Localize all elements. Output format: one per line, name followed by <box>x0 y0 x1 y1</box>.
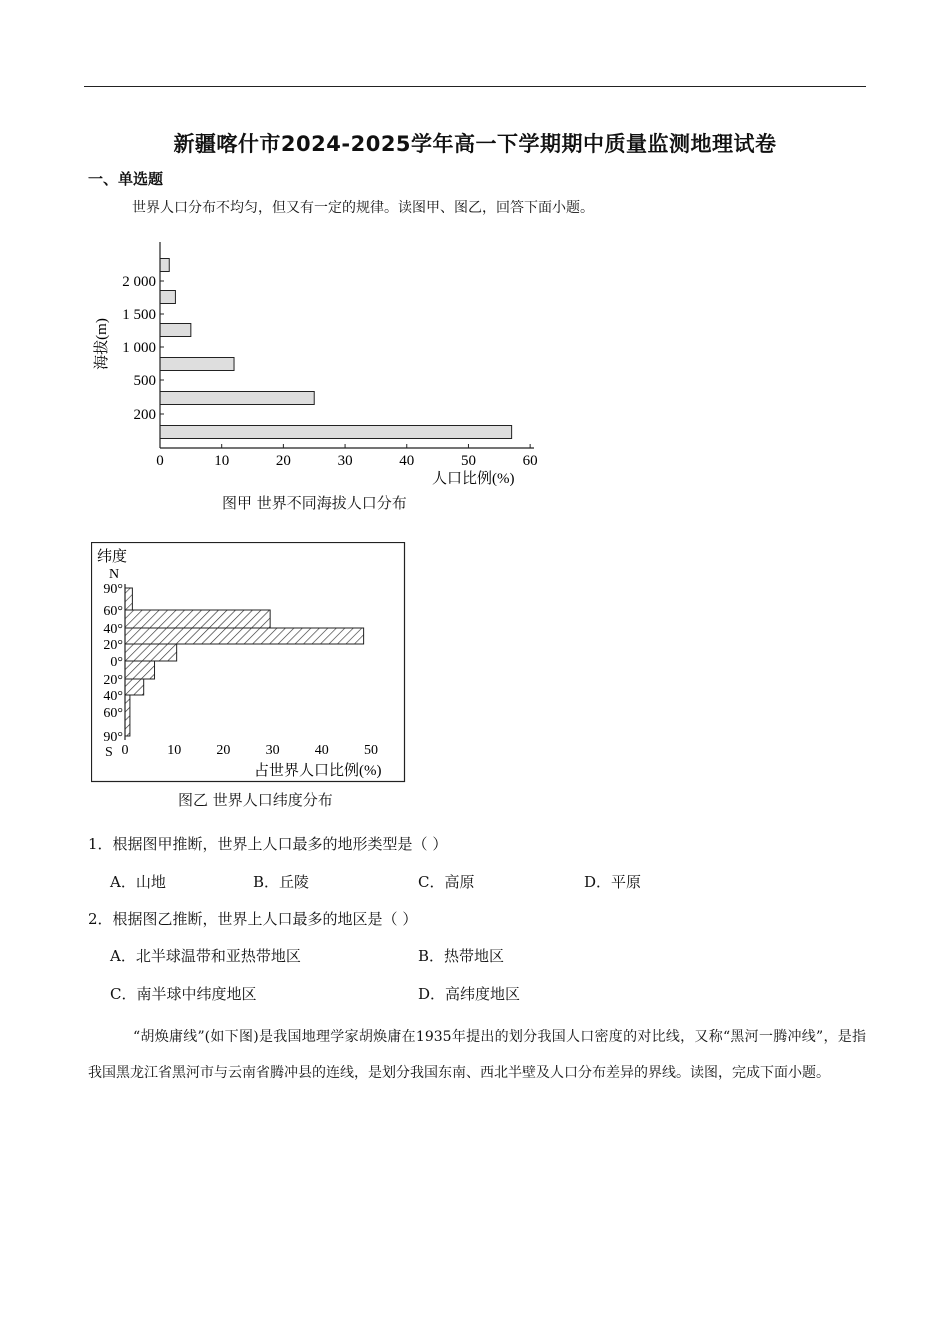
x-tick-label: 30 <box>265 743 280 758</box>
x-tick-label: 0 <box>121 743 129 758</box>
altitude-bar <box>160 291 175 304</box>
altitude-bar <box>160 358 234 371</box>
altitude-bar <box>160 426 512 439</box>
y-tick-label: 40° <box>103 689 123 704</box>
question-1-option-b[interactable]: B．丘陵 <box>253 873 310 891</box>
x-tick-label: 50 <box>460 453 476 469</box>
y-axis-title: 纬度 <box>97 549 128 565</box>
x-tick-label: 20 <box>216 743 231 758</box>
x-axis-title: 人口比例(%) <box>432 471 515 486</box>
x-tick-label: 20 <box>275 453 291 469</box>
question-1-option-c[interactable]: C．高原 <box>418 873 475 891</box>
y-tick-label: 90° <box>103 730 123 745</box>
intro-paragraph-2: “胡焕庸线”(如下图)是我国地理学家胡焕庸在1935年提出的划分我国人口密度的对比线，又称“黑河一腾冲线”，是指我国黑龙江省黑河市与云南省腾冲县的连线，是划分我国东南、西北半壁及人口分布差异的界线。读图，完成下面小题。 <box>88 1029 866 1081</box>
y-tick-label: 60° <box>103 604 123 619</box>
x-tick-label: 40 <box>314 743 329 758</box>
x-tick-label: 0 <box>156 453 164 469</box>
y-tick-label: 40° <box>103 622 123 637</box>
question-2-option-b[interactable]: B．热带地区 <box>418 947 505 965</box>
question-2-option-c[interactable]: C．南半球中纬度地区 <box>110 985 257 1003</box>
y-tick-label: 2 000 <box>122 274 156 290</box>
intro-paragraph-1: 世界人口分布不均匀，但又有一定的规律。读图甲、图乙，回答下面小题。 <box>132 200 594 216</box>
latitude-bar <box>125 610 270 628</box>
chart-b-caption: 图乙 世界人口纬度分布 <box>178 791 333 809</box>
y-tick-label: 20° <box>103 673 123 688</box>
latitude-bar <box>125 661 155 679</box>
altitude-bar <box>160 392 314 405</box>
question-2-stem: 2．根据图乙推断，世界上人口最多的地区是（ ） <box>88 910 418 928</box>
y-tick-label: 20° <box>103 638 123 653</box>
x-tick-label: 30 <box>337 453 353 469</box>
x-axis-title: 占世界人口比例(%) <box>254 763 382 779</box>
page-title: 新疆喀什市2024-2025学年高一下学期期中质量监测地理试卷 <box>173 132 777 156</box>
altitude-bar <box>160 259 169 272</box>
x-tick-label: 60 <box>522 453 538 469</box>
chart-a-caption: 图甲 世界不同海拔人口分布 <box>222 494 407 512</box>
y-tick-label: 90° <box>103 582 123 597</box>
y-tick-label: 500 <box>133 373 156 389</box>
latitude-bar <box>125 695 130 736</box>
y-tick-label: 200 <box>133 407 156 423</box>
y-axis-title: 海拔(m) <box>94 318 110 370</box>
altitude-bar <box>160 324 191 337</box>
x-tick-label: 10 <box>167 743 182 758</box>
y-tick-label: 0° <box>110 655 123 670</box>
y-tick-label: 1 500 <box>122 307 156 323</box>
latitude-bar <box>125 628 364 644</box>
south-label: S <box>105 745 113 760</box>
y-tick-label: 1 000 <box>122 340 156 356</box>
question-1-stem: 1．根据图甲推断，世界上人口最多的地形类型是（ ） <box>88 835 448 853</box>
latitude-bar <box>125 588 132 610</box>
question-2-option-a[interactable]: A．北半球温带和亚热带地区 <box>110 947 301 965</box>
latitude-population-chart <box>91 542 407 784</box>
section-heading: 一、单选题 <box>88 170 164 188</box>
question-1-option-a[interactable]: A．山地 <box>110 873 166 891</box>
latitude-bar <box>125 679 144 695</box>
altitude-population-chart <box>84 236 564 486</box>
x-tick-label: 10 <box>214 453 230 469</box>
y-tick-label: 60° <box>103 706 123 721</box>
x-tick-label: 40 <box>399 453 415 469</box>
header-rule <box>84 86 866 87</box>
x-tick-label: 50 <box>364 743 378 758</box>
latitude-bar <box>125 644 177 661</box>
question-1-option-d[interactable]: D．平原 <box>584 873 642 891</box>
north-label: N <box>109 567 120 582</box>
question-2-option-d[interactable]: D．高纬度地区 <box>418 985 521 1003</box>
